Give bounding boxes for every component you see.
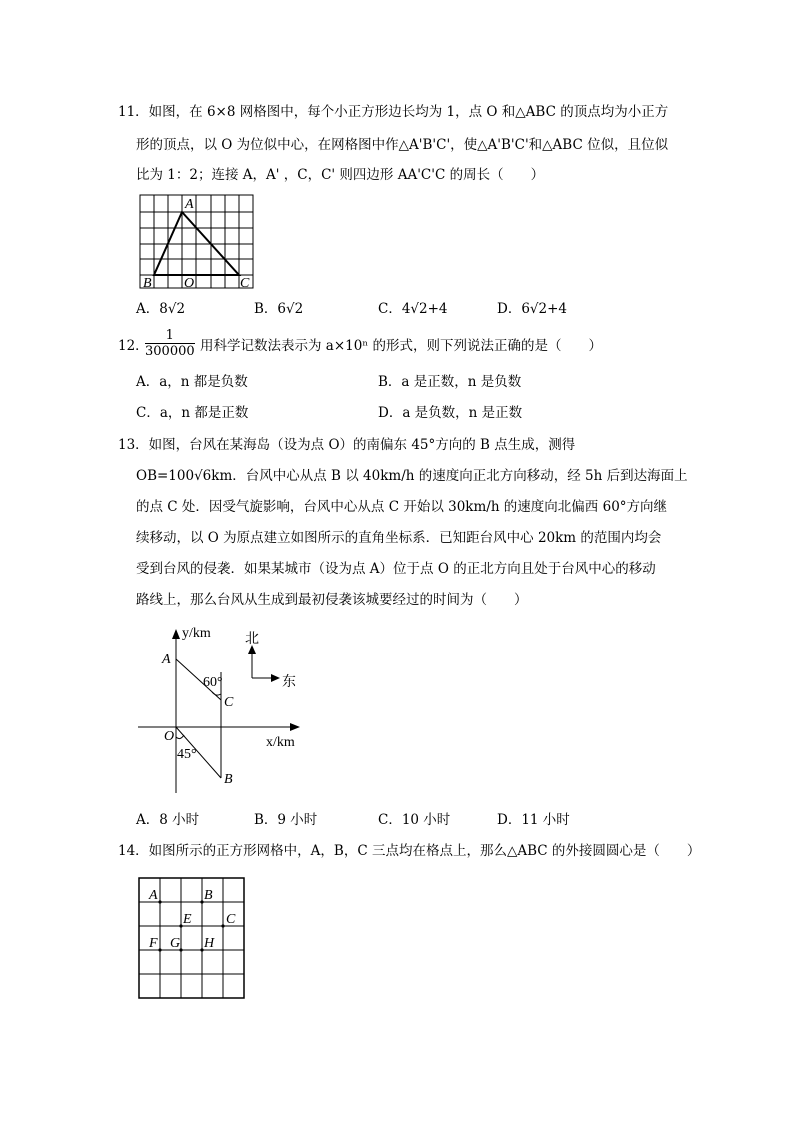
label-h: H: [204, 936, 215, 951]
q11-option-d[interactable]: D．6√2+4: [497, 301, 568, 317]
q13-line-5: 受到台风的侵袭．如果某城市（设为点 A）位于点 O 的正北方向且处于台风中心的移动: [136, 561, 656, 577]
q12-number: 12．: [118, 338, 149, 354]
q12-option-a[interactable]: A．a，n 都是负数: [136, 374, 248, 390]
q14-text: 14．如图所示的正方形网格中，A，B，C 三点均在格点上，那么△ABC 的外接圆圆心是（ ）: [118, 843, 701, 859]
label-b: B: [224, 772, 233, 787]
q12-option-d[interactable]: D．a 是负数，n 是正数: [378, 405, 523, 421]
angle-60-label: 60°: [203, 675, 223, 690]
label-o: O: [184, 276, 195, 291]
q12-text: 用科学记数法表示为 a×10ⁿ 的形式，则下列说法正确的是（ ）: [200, 338, 602, 354]
q13-option-c[interactable]: C．10 小时: [378, 812, 451, 828]
point-f: [158, 948, 161, 951]
label-c: C: [226, 912, 236, 927]
east-label: 东: [282, 675, 296, 690]
y-axis-label: y/km: [182, 626, 211, 641]
q13-option-b[interactable]: B．9 小时: [254, 812, 318, 828]
q13-line-1: 13．如图，台风在某海岛（设为点 O）的南偏东 45°方向的 B 点生成，测得: [118, 437, 576, 453]
q11-line-2: 形的顶点，以 O 为位似中心，在网格图中作△A'B'C'，使△A'B'C'和△ABC 位似，且位似: [136, 137, 669, 153]
label-a: A: [149, 888, 158, 903]
x-axis-arrow-icon: [290, 723, 300, 731]
q13-line-4: 续移动，以 O 为原点建立如图所示的直角坐标系．已知距台风中心 20km 的范围内均会: [136, 530, 662, 546]
fraction-numerator: 1: [145, 328, 195, 344]
q11-option-b[interactable]: B．6√2: [254, 301, 304, 317]
angle-45-label: 45°: [177, 747, 197, 762]
q11-line-1: 11．如图，在 6×8 网格图中，每个小正方形边长均为 1，点 O 和△ABC 的顶点均为小正方: [118, 104, 669, 120]
point-c: [221, 924, 224, 927]
q12-option-b[interactable]: B．a 是正数，n 是负数: [378, 374, 522, 390]
label-a: A: [185, 197, 194, 212]
label-c: C: [240, 276, 250, 291]
q13-line-2: OB=100√6km．台风中心从点 B 以 40km/h 的速度向正北方向移动，经 5h 后到达海面上: [136, 468, 688, 484]
x-axis-label: x/km: [266, 735, 295, 750]
y-axis-arrow-icon: [172, 629, 180, 639]
label-g: G: [170, 936, 181, 951]
label-o: O: [164, 729, 175, 744]
q13-option-a[interactable]: A．8 小时: [136, 812, 200, 828]
q12-option-c[interactable]: C．a，n 都是正数: [136, 405, 249, 421]
label-a: A: [162, 652, 171, 667]
east-arrow-icon: [271, 674, 280, 682]
point-a: [158, 900, 161, 903]
q13-line-6: 路线上，那么台风从生成到最初侵袭该城要经过的时间为（ ）: [136, 592, 528, 608]
q12-fraction: [145, 328, 195, 359]
label-b: B: [204, 888, 213, 903]
label-c: C: [224, 695, 234, 710]
fraction-denominator: 300000: [145, 344, 195, 359]
north-label: 北: [245, 632, 259, 647]
q11-line-3: 比为 1：2；连接 A，A' ，C，C' 则四边形 AA'C'C 的周长（ ）: [136, 167, 545, 183]
q11-option-a[interactable]: A．8√2: [136, 301, 186, 317]
label-b: B: [143, 276, 152, 291]
q13-line-3: 的点 C 处．因受气旋影响，台风中心从点 C 开始以 30km/h 的速度向北偏西 60°方向继: [136, 499, 668, 515]
label-f: F: [149, 936, 158, 951]
q13-option-d[interactable]: D．11 小时: [497, 812, 570, 828]
label-e: E: [183, 912, 192, 927]
q11-option-c[interactable]: C．4√2+4: [378, 301, 448, 317]
